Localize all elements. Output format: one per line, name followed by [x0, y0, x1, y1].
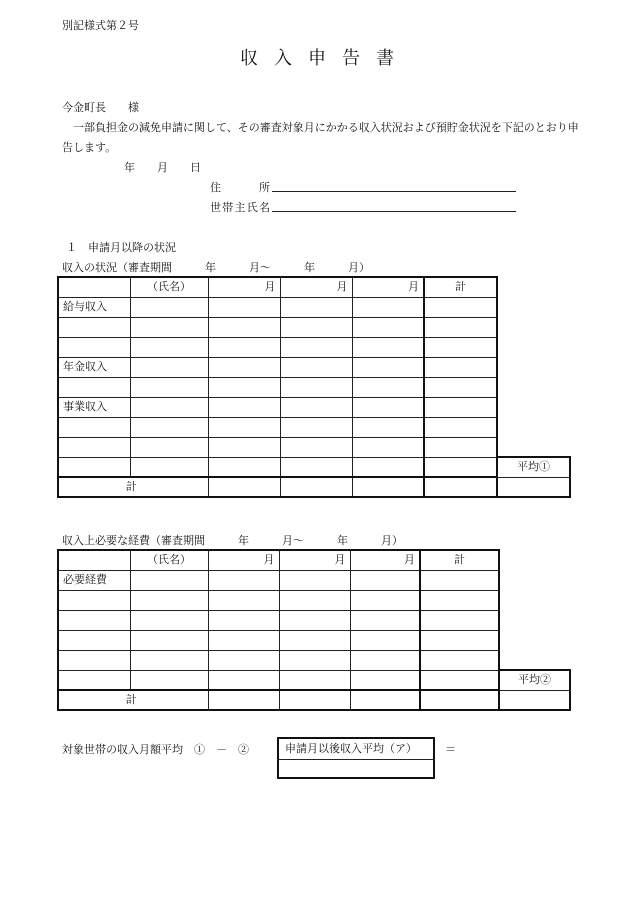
householder-label: 世帯主氏名 [210, 201, 270, 214]
address-field[interactable] [272, 191, 516, 192]
row-total-cell[interactable] [420, 610, 499, 630]
data-cell[interactable] [130, 317, 208, 337]
total-label-cell: 計 [58, 690, 208, 710]
data-cell[interactable] [279, 670, 350, 690]
row-total-cell[interactable] [424, 317, 497, 337]
total-cell[interactable] [208, 690, 279, 710]
data-cell[interactable] [280, 317, 352, 337]
form-number: 別記様式第２号 [62, 19, 139, 32]
row-label-cell: 年金収入 [58, 357, 130, 377]
data-cell[interactable] [352, 417, 424, 437]
data-cell[interactable] [350, 590, 420, 610]
table-row [58, 590, 570, 610]
header-month-cell: 月 [350, 550, 420, 570]
data-cell[interactable] [352, 377, 424, 397]
row-total-cell[interactable] [424, 397, 497, 417]
average-label-cell: 平均② [499, 670, 570, 690]
row-total-cell[interactable] [424, 357, 497, 377]
row-label-cell [58, 317, 130, 337]
data-cell[interactable] [208, 297, 280, 317]
row-total-cell[interactable] [420, 630, 499, 650]
data-cell[interactable] [208, 377, 280, 397]
row-label-cell: 必要経費 [58, 570, 130, 590]
data-cell[interactable] [130, 670, 208, 690]
data-cell[interactable] [350, 650, 420, 670]
data-cell[interactable] [280, 297, 352, 317]
data-cell[interactable] [352, 317, 424, 337]
data-cell[interactable] [208, 650, 279, 670]
header-name-cell: （氏名） [130, 550, 208, 570]
data-cell[interactable] [130, 357, 208, 377]
row-label-cell: 給与収入 [58, 297, 130, 317]
table-row [58, 570, 570, 590]
data-cell[interactable] [280, 377, 352, 397]
intro-text: 一部負担金の減免申請に関して、その審査対象月にかかる収入状況および預貯金状況を下記のとおり申告します。 [62, 121, 579, 154]
data-cell[interactable] [350, 570, 420, 590]
page-title: 収入申告書 [240, 48, 410, 69]
expense-table-title: 収入上必要な経費（審査期間 年 月～ 年 月） [62, 534, 403, 547]
row-label-cell [58, 337, 130, 357]
data-cell[interactable] [279, 610, 350, 630]
table-total-row [58, 690, 570, 710]
data-cell[interactable] [352, 337, 424, 357]
data-cell[interactable] [130, 650, 208, 670]
header-month-cell: 月 [208, 550, 279, 570]
row-label-cell [58, 457, 130, 477]
data-cell[interactable] [280, 397, 352, 417]
data-cell[interactable] [130, 610, 208, 630]
header-month-cell: 月 [352, 277, 424, 297]
table-row [58, 437, 570, 457]
householder-name-field[interactable] [272, 211, 516, 212]
grand-total-cell[interactable] [424, 477, 497, 497]
data-cell[interactable] [352, 437, 424, 457]
row-label-cell [58, 417, 130, 437]
table-row [58, 337, 570, 357]
table-row [58, 417, 570, 437]
row-total-cell[interactable] [420, 670, 499, 690]
data-cell[interactable] [279, 570, 350, 590]
total-label-cell: 計 [58, 477, 208, 497]
data-cell[interactable] [208, 610, 279, 630]
data-cell[interactable] [208, 670, 279, 690]
table-row [58, 377, 570, 397]
data-cell[interactable] [208, 397, 280, 417]
total-cell[interactable] [352, 477, 424, 497]
average-value-cell[interactable] [497, 477, 570, 497]
row-total-cell[interactable] [424, 337, 497, 357]
data-cell[interactable] [208, 630, 279, 650]
addressee: 今金町長 様 [62, 101, 139, 114]
data-cell[interactable] [208, 357, 280, 377]
data-cell[interactable] [350, 610, 420, 630]
total-cell[interactable] [208, 477, 280, 497]
header-name-cell: （氏名） [130, 277, 208, 297]
address-label: 住 所 [210, 181, 270, 194]
total-cell[interactable] [280, 477, 352, 497]
data-cell[interactable] [279, 590, 350, 610]
table-row [58, 297, 570, 317]
data-cell[interactable] [350, 670, 420, 690]
row-total-cell[interactable] [424, 377, 497, 397]
table-row [58, 357, 570, 377]
row-label-cell [58, 610, 130, 630]
section1-heading: １ 申請月以降の状況 [66, 241, 176, 254]
data-cell[interactable] [130, 377, 208, 397]
income-table [57, 276, 571, 498]
table-row [58, 397, 570, 417]
income-average-box [277, 737, 435, 779]
data-cell[interactable] [208, 457, 280, 477]
header-blank-cell [58, 550, 130, 570]
header-month-cell: 月 [280, 277, 352, 297]
income-average-box-label: 申請月以後収入平均（ア） [279, 739, 433, 760]
date-line: 年 月 日 [124, 161, 201, 174]
row-label-cell [58, 650, 130, 670]
header-total-cell: 計 [424, 277, 497, 297]
table-header-row [58, 277, 570, 297]
row-total-cell[interactable] [420, 650, 499, 670]
header-total-cell: 計 [420, 550, 499, 570]
average-label-cell: 平均① [497, 457, 570, 477]
data-cell[interactable] [130, 417, 208, 437]
data-cell[interactable] [130, 457, 208, 477]
total-cell[interactable] [279, 690, 350, 710]
header-month-cell: 月 [208, 277, 280, 297]
data-cell[interactable] [130, 630, 208, 650]
data-cell[interactable] [279, 650, 350, 670]
data-cell[interactable] [352, 397, 424, 417]
row-label-cell [58, 590, 130, 610]
data-cell[interactable] [279, 630, 350, 650]
average-value-cell[interactable] [499, 690, 570, 710]
table-row [58, 317, 570, 337]
row-label-cell [58, 377, 130, 397]
income-table-title: 収入の状況（審査期間 年 月～ 年 月） [62, 261, 370, 274]
data-cell[interactable] [280, 437, 352, 457]
row-total-cell[interactable] [424, 457, 497, 477]
table-row [58, 610, 570, 630]
data-cell[interactable] [208, 417, 280, 437]
row-label-cell [58, 437, 130, 457]
data-cell[interactable] [280, 337, 352, 357]
data-cell[interactable] [208, 437, 280, 457]
household-average-label: 対象世帯の収入月額平均 ① － ② [62, 743, 249, 756]
income-average-value-field[interactable] [279, 760, 433, 780]
table-row [58, 457, 570, 477]
table-row [58, 630, 570, 650]
table-header-row [58, 550, 570, 570]
table-row [58, 670, 570, 690]
data-cell[interactable] [352, 357, 424, 377]
data-cell[interactable] [280, 457, 352, 477]
data-cell[interactable] [208, 337, 280, 357]
header-month-cell: 月 [279, 550, 350, 570]
data-cell[interactable] [208, 317, 280, 337]
data-cell[interactable] [280, 417, 352, 437]
row-label-cell [58, 670, 130, 690]
data-cell[interactable] [350, 630, 420, 650]
data-cell[interactable] [352, 457, 424, 477]
grand-total-cell[interactable] [420, 690, 499, 710]
row-label-cell: 事業収入 [58, 397, 130, 417]
row-total-cell[interactable] [424, 417, 497, 437]
data-cell[interactable] [130, 337, 208, 357]
row-total-cell[interactable] [424, 437, 497, 457]
row-total-cell[interactable] [420, 590, 499, 610]
data-cell[interactable] [130, 297, 208, 317]
data-cell[interactable] [130, 570, 208, 590]
row-total-cell[interactable] [424, 297, 497, 317]
table-row [58, 650, 570, 670]
data-cell[interactable] [280, 357, 352, 377]
expense-table [57, 549, 571, 711]
data-cell[interactable] [208, 570, 279, 590]
table-total-row [58, 477, 570, 497]
data-cell[interactable] [130, 397, 208, 417]
row-label-cell [58, 630, 130, 650]
data-cell[interactable] [130, 437, 208, 457]
header-blank-cell [58, 277, 130, 297]
data-cell[interactable] [352, 297, 424, 317]
data-cell[interactable] [208, 590, 279, 610]
data-cell[interactable] [130, 590, 208, 610]
row-total-cell[interactable] [420, 570, 499, 590]
equals-sign: ＝ [445, 743, 456, 756]
total-cell[interactable] [350, 690, 420, 710]
